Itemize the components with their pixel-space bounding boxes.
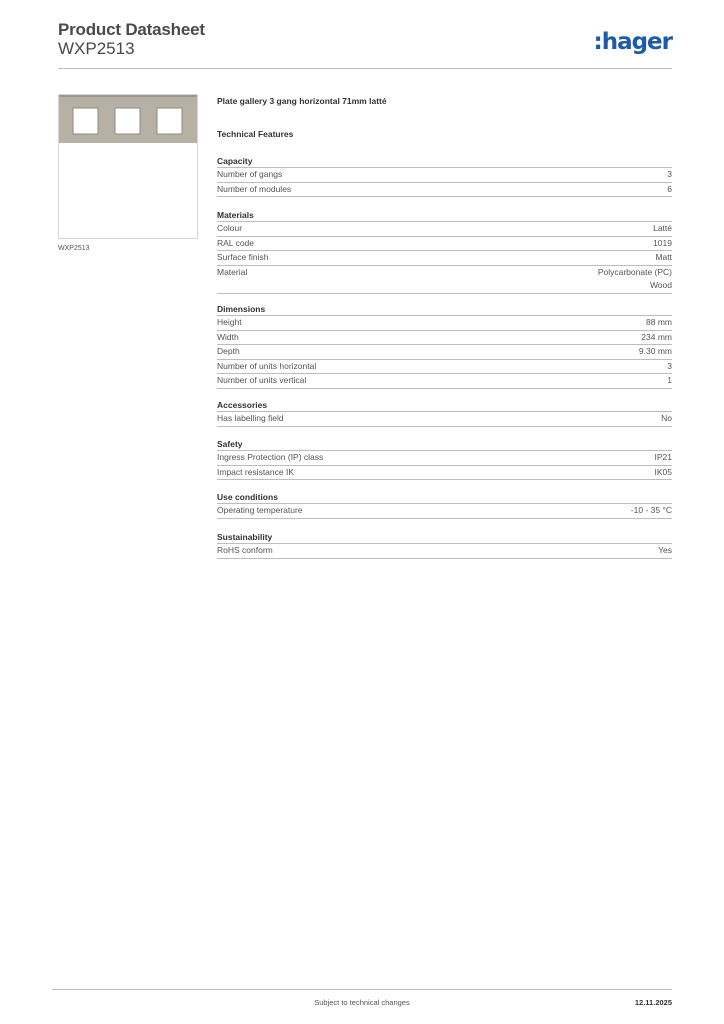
row-value: 3: [667, 169, 672, 179]
section-title: Use conditions: [217, 491, 672, 504]
section-accessories: [217, 399, 672, 427]
section-sustainability: [217, 531, 672, 559]
table-row: [217, 331, 672, 346]
section-title: Safety: [217, 438, 672, 451]
table-row: [217, 504, 672, 519]
row-value: Latté: [653, 223, 672, 233]
table-row: [217, 466, 672, 481]
row-label: RAL code: [217, 237, 255, 248]
row-value: IP21: [654, 452, 672, 462]
product-image: [58, 94, 198, 239]
datasheet-content: [217, 96, 672, 555]
row-value: IK05: [654, 466, 672, 477]
table-row: [217, 544, 672, 559]
table-row: [217, 266, 672, 294]
table-row: [217, 251, 672, 266]
row-value: 1: [667, 375, 672, 386]
row-label: Number of gangs: [217, 169, 283, 179]
section-dimensions: [217, 303, 672, 389]
table-row: [217, 374, 672, 389]
row-label: Ingress Protection (IP) class: [217, 452, 324, 462]
row-value: No: [661, 413, 672, 423]
section-title: Materials: [217, 209, 672, 222]
footer-divider: [52, 989, 672, 990]
section-capacity: [217, 155, 672, 197]
table-row: [217, 412, 672, 427]
row-value: -10 - 35 °C: [630, 505, 672, 515]
footer-note: Subject to technical changes: [314, 998, 410, 1007]
row-label: Number of modules: [217, 183, 292, 194]
section-title: Sustainability: [217, 531, 672, 544]
section-safety: [217, 438, 672, 480]
row-label: Surface finish: [217, 252, 269, 263]
table-row: [217, 237, 672, 252]
row-label: Colour: [217, 223, 243, 233]
row-value: 88 mm: [646, 317, 672, 327]
row-label: Has labelling field: [217, 413, 284, 423]
row-value-multi: [598, 266, 672, 293]
row-value: 1019: [653, 237, 672, 248]
row-label: Width: [217, 331, 239, 342]
row-value: Matt: [655, 252, 672, 263]
table-row: [217, 345, 672, 360]
row-label: Number of units vertical: [217, 375, 307, 386]
product-description: Plate gallery 3 gang horizontal 71mm latté: [217, 96, 387, 106]
row-label: Number of units horizontal: [217, 360, 317, 371]
row-value: Polycarbonate (PC): [597, 266, 672, 277]
product-code: WXP2513: [58, 39, 135, 58]
plate-illustration: [59, 95, 197, 238]
section-use-conditions: [217, 491, 672, 519]
row-value: 6: [667, 183, 672, 194]
row-value: 3: [667, 360, 672, 371]
page-header: [58, 20, 672, 70]
header-divider: [58, 68, 672, 69]
section-materials: [217, 209, 672, 294]
row-label: Material: [217, 266, 248, 277]
row-value: Wood: [649, 280, 672, 291]
row-label: RoHS conform: [217, 545, 273, 555]
image-caption: WXP2513: [58, 245, 90, 252]
row-label: Operating temperature: [217, 505, 303, 515]
document-title: Product Datasheet: [58, 20, 205, 39]
row-label: Depth: [217, 346, 240, 357]
section-title: Accessories: [217, 399, 672, 412]
table-row: [217, 360, 672, 375]
technical-features-heading: Technical Features: [217, 129, 294, 139]
table-row: [217, 168, 672, 183]
footer-date: 12.11.2025: [634, 998, 672, 1007]
section-title: Capacity: [217, 155, 672, 168]
table-row: [217, 183, 672, 198]
row-label: Height: [217, 317, 242, 327]
hager-logo: :hager: [593, 29, 672, 55]
row-label: Impact resistance IK: [217, 466, 295, 477]
table-row: [217, 451, 672, 466]
row-value: Yes: [658, 545, 672, 555]
table-row: [217, 222, 672, 237]
row-value: 9.30 mm: [638, 346, 672, 357]
table-row: [217, 316, 672, 331]
row-value: 234 mm: [641, 331, 672, 342]
section-title: Dimensions: [217, 303, 672, 316]
